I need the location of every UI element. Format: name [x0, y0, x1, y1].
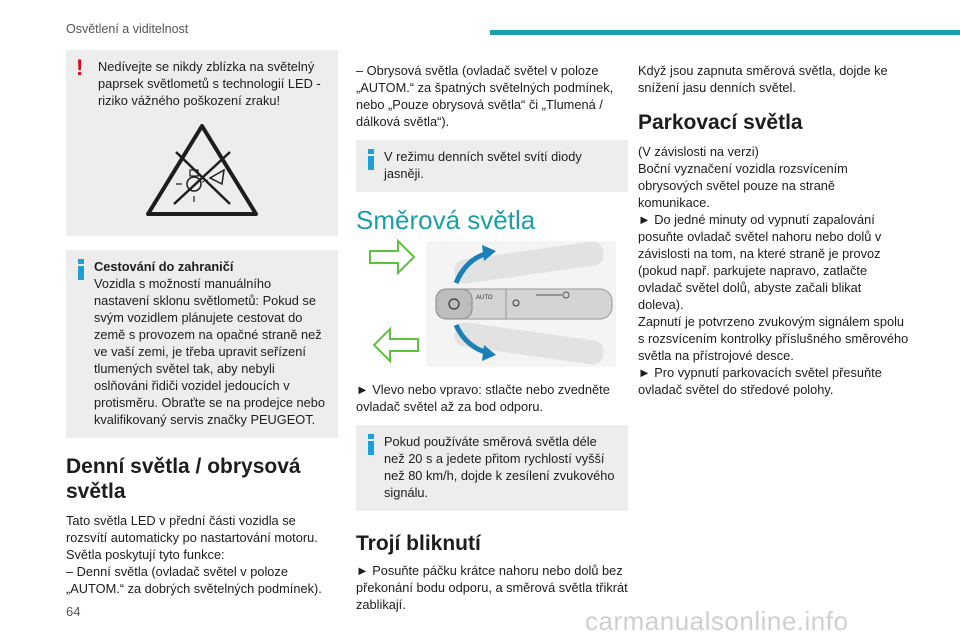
info-icon	[368, 149, 375, 171]
warning-exclamation-icon: !	[76, 55, 84, 80]
info-box-drl	[356, 140, 628, 192]
heading-triple-flash: Trojí bliknutí	[356, 532, 481, 555]
column-1	[66, 50, 338, 597]
paragraph: Zapnutí je potvrzeno zvukovým signálem spolu s rozsvícením kontrolky příslušného směrového světla na přístrojové desce.	[638, 314, 909, 363]
paragraph: – Denní světla (ovladač světel v poloze „AUTOM.“ za dobrých světelných podmínek).	[66, 564, 322, 596]
heading-turn-signals: Směrová světla	[356, 205, 536, 235]
paragraph: (V závislosti na verzi)	[638, 144, 759, 159]
heading-daytime-lights: Denní světla / obrysová světla	[66, 455, 301, 503]
column-3	[638, 62, 910, 398]
paragraph: Boční vyznačení vozidla rozsvícením obrysových světel pouze na straně komunikace.	[638, 161, 848, 210]
info-box-travel	[66, 250, 338, 438]
info-icon	[368, 434, 375, 456]
paragraph: Světla poskytují tyto funkce:	[66, 547, 225, 562]
paragraph: ► Vlevo nebo vpravo: stlačte nebo zvedněte ovladač světel až za bod odporu.	[356, 382, 610, 414]
arrow-right-icon	[370, 241, 414, 273]
heading-parking-lights: Parkovací světla	[638, 111, 803, 134]
page-number: 64	[66, 604, 81, 619]
paragraph: Tato světla LED v přední části vozidla se rozsvítí automaticky po nastartování motoru.	[66, 513, 318, 545]
stalk-auto-label: AUTO	[476, 295, 493, 301]
paragraph: ► Pro vypnutí parkovacích světel přesuňte ovladač světel do středové polohy.	[638, 365, 882, 397]
header-accent-rule	[490, 30, 960, 35]
info-box-signal	[356, 425, 628, 511]
info-icon	[78, 259, 85, 281]
paragraph: ► Posuňte páčku krátce nahoru nebo dolů bez překonání bodu odporu, a směrová světla třikrát zablikají.	[356, 563, 628, 612]
paragraph: ► Do jedné minuty od vypnutí zapalování posuňte ovladač světel nahoru nebo dolů v závislosti na tom, na které straně je provoz (pokud např. parkujete napravo, zatlačte ovladač světel dolů, abyste začali blikat doleva).	[638, 212, 882, 312]
no-looking-at-led-icon	[142, 122, 262, 218]
column-2	[356, 62, 628, 613]
paragraph: Když jsou zapnuta směrová světla, dojde ke snížení jasu denních světel.	[638, 63, 888, 95]
paragraph: – Obrysová světla (ovladač světel v poloze „AUTOM.“ za špatných světelných podmínek, nebo „Pouze obrysová světla“ či „Tlumená / dálková světla“).	[356, 63, 614, 129]
info-body: Vozidla s možností manuálního nastavení sklonu světlometů: Pokud se svým vozidlem plánujete cestovat do země s provozem na opačné straně než ve vaší zemi, je třeba upravit seřízení tlumených světel tak, aby nebyli oslňováni řidiči vozidel jedoucích v protisměru. Obraťte se na prodejce nebo kvalifikovaný servis značky PEUGEOT.	[94, 276, 326, 427]
info-text: Pokud používáte směrová světla déle než 20 s a jedete přitom rychlostí vyšší než 80 km/h, dojde k zesílení zvukového signálu.	[384, 434, 615, 500]
arrow-left-icon	[374, 329, 418, 361]
info-text: V režimu denních světel svítí diody jasněji.	[384, 149, 582, 181]
warning-box	[66, 50, 338, 236]
info-title: Cestování do zahraničí	[94, 259, 234, 274]
light-stalk-illustration	[356, 237, 618, 367]
section-title: Osvětlení a viditelnost	[66, 22, 189, 36]
warning-text: Nedívejte se nikdy zblízka na světelný paprsek světlometů s technologií LED - riziko vážného poškození zraku!	[98, 59, 321, 108]
watermark: carmanualsonline.info	[585, 606, 849, 636]
